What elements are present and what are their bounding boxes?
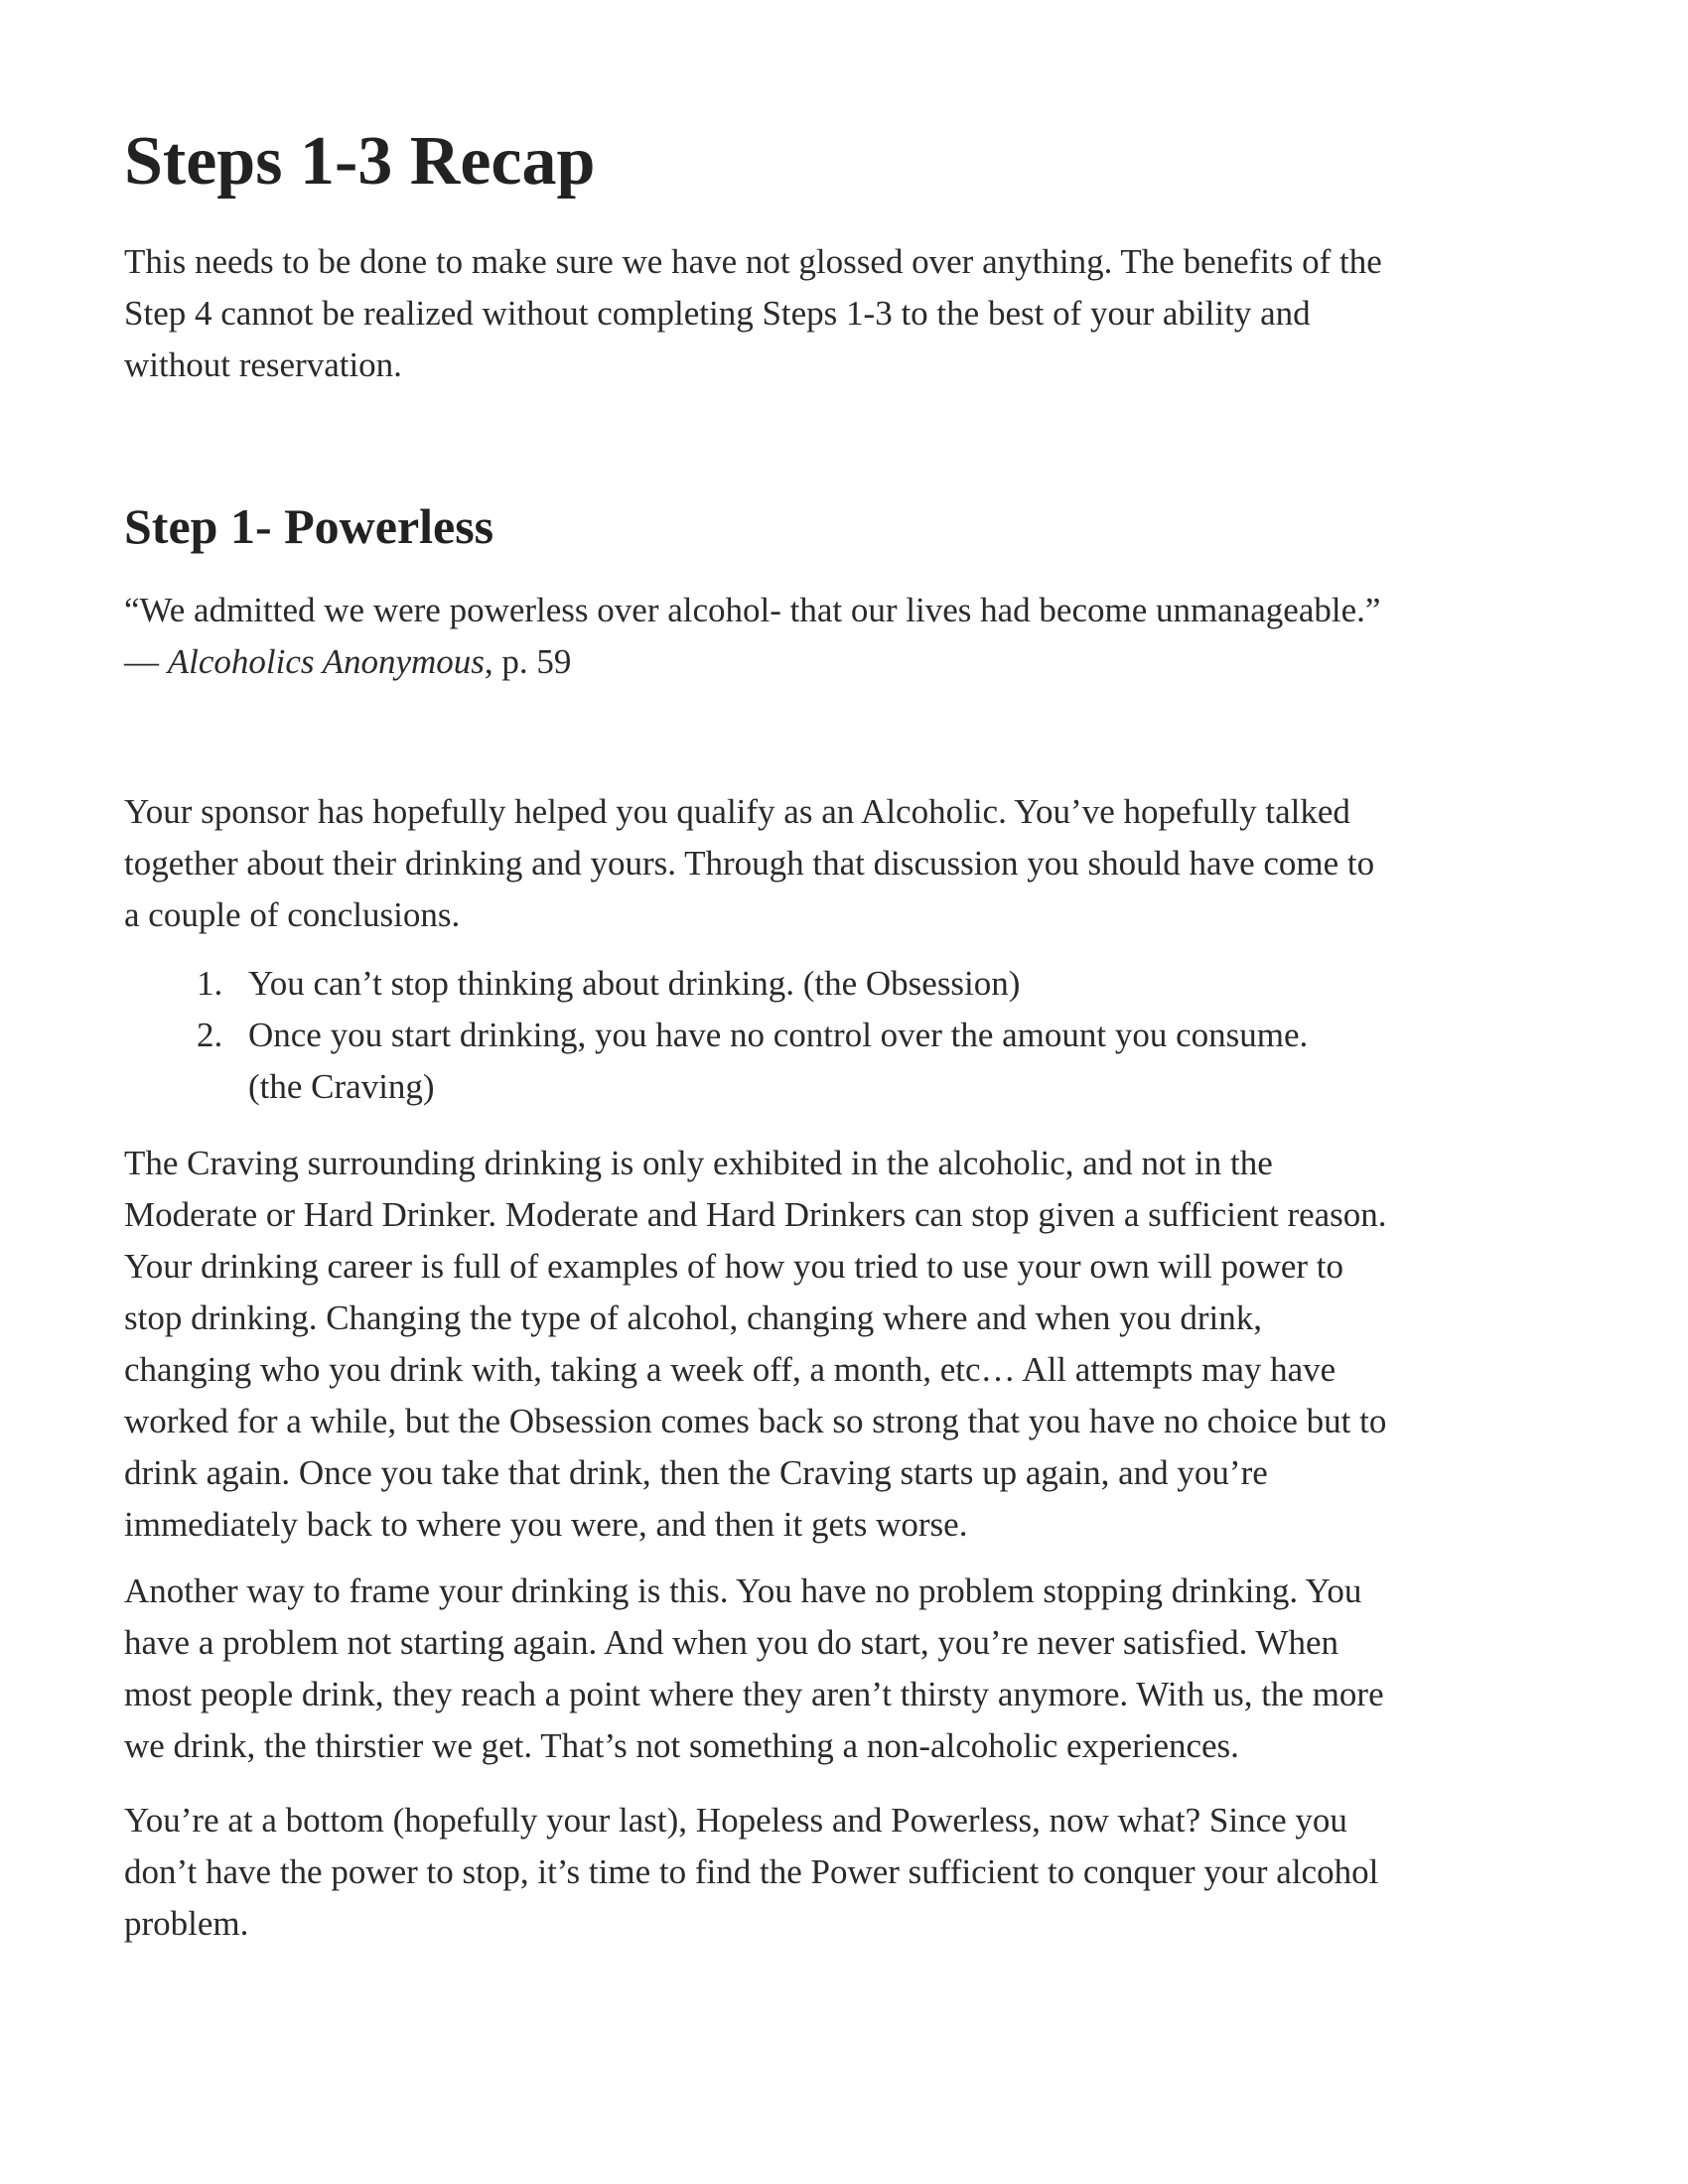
paragraph-line: immediately back to where you were, and then it gets worse. xyxy=(124,1505,968,1544)
intro-line: This needs to be done to make sure we have not glossed over anything. The benefits of the xyxy=(124,242,1382,281)
list-item-text: You can’t stop thinking about drinking. (the Obsession) xyxy=(248,964,1021,1003)
paragraph-line: You’re at a bottom (hopefully your last), Hopeless and Powerless, now what? Since you xyxy=(124,1801,1347,1840)
quote-text: “We admitted we were powerless over alcohol- that our lives had become unmanageable.” xyxy=(124,591,1381,629)
paragraph-line: drink again. Once you take that drink, then the Craving starts up again, and you’re xyxy=(124,1453,1268,1492)
intro-line: Step 4 cannot be realized without completing Steps 1-3 to the best of your ability and xyxy=(124,294,1311,333)
paragraph-line: have a problem not starting again. And when you do start, you’re never satisfied. When xyxy=(124,1623,1339,1662)
list-number: 1. xyxy=(197,964,223,1003)
list-item-text: (the Craving) xyxy=(248,1067,435,1106)
intro-line: without reservation. xyxy=(124,345,402,384)
paragraph-line: Your drinking career is full of examples of how you tried to use your own will power to xyxy=(124,1247,1344,1286)
attribution-page: , p. 59 xyxy=(484,642,572,681)
list-number: 2. xyxy=(197,1016,223,1054)
paragraph-line: together about their drinking and yours. Through that discussion you should have come to xyxy=(124,844,1375,883)
paragraph-line: Another way to frame your drinking is this. You have no problem stopping drinking. You xyxy=(124,1571,1362,1610)
attribution-source: Alcoholics Anonymous xyxy=(167,642,485,681)
paragraph-line: worked for a while, but the Obsession comes back so strong that you have no choice but to xyxy=(124,1402,1387,1440)
list-item xyxy=(124,958,1534,1010)
attribution-dash: — xyxy=(124,642,168,681)
conclusions-list xyxy=(124,958,1534,1113)
paragraph-craving xyxy=(124,1138,1534,1551)
paragraph-line: changing who you drink with, taking a week off, a month, etc… All attempts may have xyxy=(124,1350,1336,1389)
paragraph-line: we drink, the thirstier we get. That’s not something a non-alcoholic experiences. xyxy=(124,1726,1239,1765)
step1-heading: Step 1- Powerless xyxy=(124,498,494,554)
quote-attribution xyxy=(124,636,1534,688)
list-item xyxy=(124,1010,1534,1113)
paragraph-line: don’t have the power to stop, it’s time to find the Power sufficient to conquer your alcohol xyxy=(124,1852,1379,1891)
paragraph-frame xyxy=(124,1566,1534,1772)
paragraph-sponsor xyxy=(124,786,1534,941)
intro-paragraph xyxy=(124,236,1534,391)
paragraph-line: Moderate or Hard Drinker. Moderate and Hard Drinkers can stop given a sufficient reason. xyxy=(124,1195,1387,1234)
step1-quote xyxy=(124,585,1534,688)
page-title: Steps 1-3 Recap xyxy=(124,123,596,200)
paragraph-line: Your sponsor has hopefully helped you qualify as an Alcoholic. You’ve hopefully talked xyxy=(124,792,1350,831)
paragraph-line: problem. xyxy=(124,1904,249,1943)
paragraph-line: stop drinking. Changing the type of alcohol, changing where and when you drink, xyxy=(124,1298,1263,1337)
paragraph-line: The Craving surrounding drinking is only exhibited in the alcoholic, and not in the xyxy=(124,1144,1273,1182)
list-item-text: Once you start drinking, you have no control over the amount you consume. xyxy=(248,1016,1309,1054)
paragraph-line: a couple of conclusions. xyxy=(124,895,461,934)
paragraph-bottom xyxy=(124,1795,1534,1950)
paragraph-line: most people drink, they reach a point where they aren’t thirsty anymore. With us, the more xyxy=(124,1675,1384,1713)
